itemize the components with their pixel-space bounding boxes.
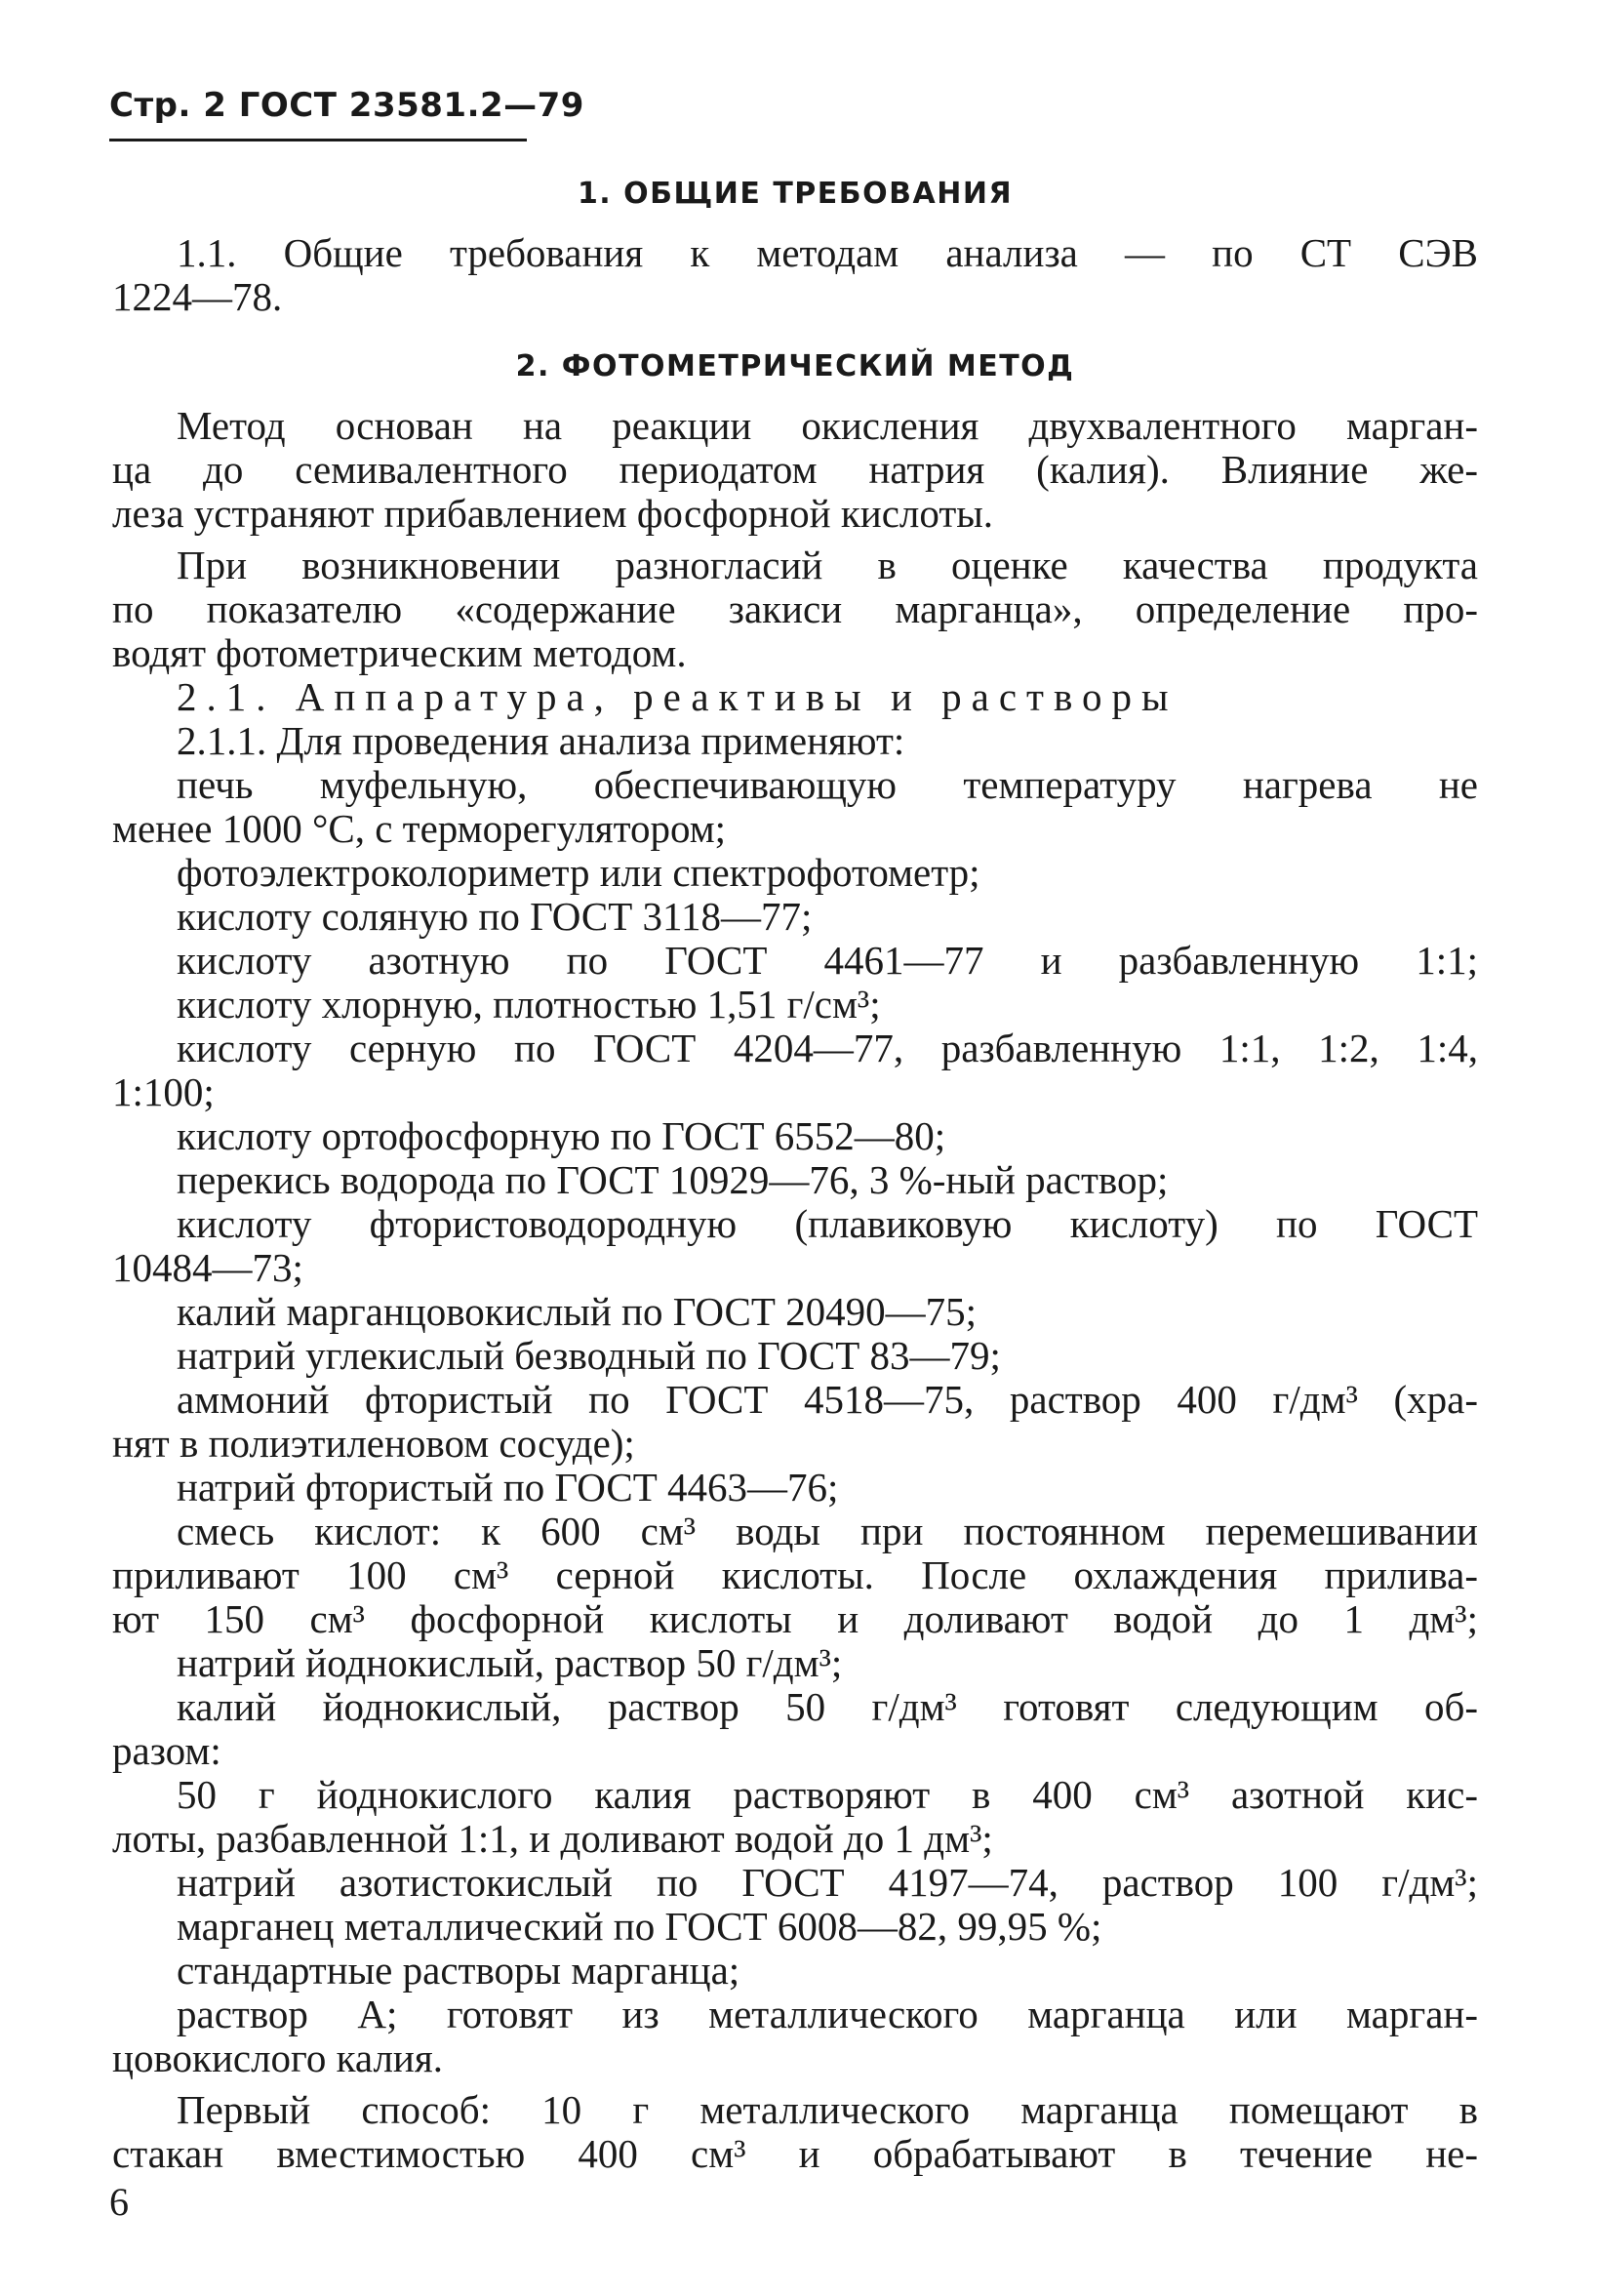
header-rule (109, 139, 527, 141)
list-item: аммоний фтористый по ГОСТ 4518—75, раствор 400 г/дм³ (хра- (177, 1377, 1478, 1422)
list-item: натрий йоднокислый, раствор 50 г/дм³; (177, 1640, 843, 1685)
text-line: лоты, разбавленной 1:1, и доливают водой до 1 дм³; (112, 1816, 993, 1861)
list-item: смесь кислот: к 600 см³ воды при постоянном перемешивании (177, 1509, 1478, 1553)
list-item: раствор А; готовят из металлического марганца или марган- (177, 1992, 1478, 2036)
text-line: 2.1.1. Для проведения анализа применяют: (177, 718, 905, 763)
text-line: При возникновении разногласий в оценке качества продукта (177, 543, 1478, 587)
page-header: Стр. 2 ГОСТ 23581.2—79 (109, 86, 584, 125)
list-item: фотоэлектроколориметр или спектрофотометр; (177, 850, 980, 895)
text-line: ют 150 см³ фосфорной кислоты и доливают водой до 1 дм³; (112, 1596, 1478, 1641)
list-item: стандартные растворы марганца; (177, 1948, 740, 1993)
list-item: натрий углекислый безводный по ГОСТ 83—79; (177, 1333, 1001, 1378)
list-item: кислоту серную по ГОСТ 4204—77, разбавленную 1:1, 1:2, 1:4, (177, 1026, 1478, 1070)
list-item: кислоту хлорную, плотностью 1,51 г/см³; (177, 982, 881, 1027)
text-line: нят в полиэтиленовом сосуде); (112, 1421, 635, 1466)
page-number: 6 (109, 2180, 129, 2224)
list-item: кислоту соляную по ГОСТ 3118—77; (177, 894, 813, 939)
text-line: цовокислого калия. (112, 2035, 443, 2080)
list-item: кислоту ортофосфорную по ГОСТ 6552—80; (177, 1113, 946, 1158)
section-heading: 2. ФОТОМЕТРИЧЕСКИЙ МЕТОД (515, 349, 1075, 383)
section-heading: 1. ОБЩИЕ ТРЕБОВАНИЯ (577, 177, 1014, 211)
text-line: приливают 100 см³ серной кислоты. После охлаждения прилива- (112, 1552, 1478, 1597)
text-line: стакан вместимостью 400 см³ и обрабатывают в течение не- (112, 2131, 1478, 2176)
text-line: 1.1. Общие требования к методам анализа — по СТ СЭВ (177, 230, 1478, 275)
list-item: марганец металлический по ГОСТ 6008—82, 99,95 %; (177, 1904, 1102, 1949)
text-line: 1224—78. (112, 274, 283, 319)
list-item: кислоту фтористоводородную (плавиковую кислоту) по ГОСТ (177, 1201, 1478, 1246)
subsection-title: 2.1. Аппаратура, реактивы и растворы (177, 674, 1179, 719)
text-line: 1:100; (112, 1069, 215, 1114)
list-item: калий марганцовокислый по ГОСТ 20490—75; (177, 1289, 978, 1334)
text-line: ца до семивалентного периодатом натрия (калия). Влияние же- (112, 447, 1478, 492)
list-item: перекись водорода по ГОСТ 10929—76, 3 %-ный раствор; (177, 1157, 1169, 1202)
text-line: Первый способ: 10 г металлического марганца помещают в (177, 2087, 1478, 2132)
document-body (112, 156, 1478, 2176)
list-item: 50 г йоднокислого калия растворяют в 400 см³ азотной кис- (177, 1772, 1478, 1817)
text-line: менее 1000 °С, с терморегулятором; (112, 806, 727, 851)
text-line: леза устраняют прибавлением фосфорной кислоты. (112, 491, 994, 536)
list-item: натрий фтористый по ГОСТ 4463—76; (177, 1465, 839, 1510)
list-item: кислоту азотную по ГОСТ 4461—77 и разбавленную 1:1; (177, 938, 1478, 983)
list-item: натрий азотистокислый по ГОСТ 4197—74, раствор 100 г/дм³; (177, 1860, 1478, 1905)
text-line: по показателю «содержание закиси марганца», определение про- (112, 586, 1478, 631)
text-line: печь муфельную, обеспечивающую температуру нагрева не (177, 762, 1478, 807)
list-item: калий йоднокислый, раствор 50 г/дм³ готовят следующим об- (177, 1684, 1478, 1729)
text-line: 10484—73; (112, 1245, 303, 1290)
text-line: водят фотометрическим методом. (112, 630, 687, 675)
text-line: разом: (112, 1728, 221, 1773)
text-line: Метод основан на реакции окисления двухвалентного марган- (177, 403, 1478, 448)
